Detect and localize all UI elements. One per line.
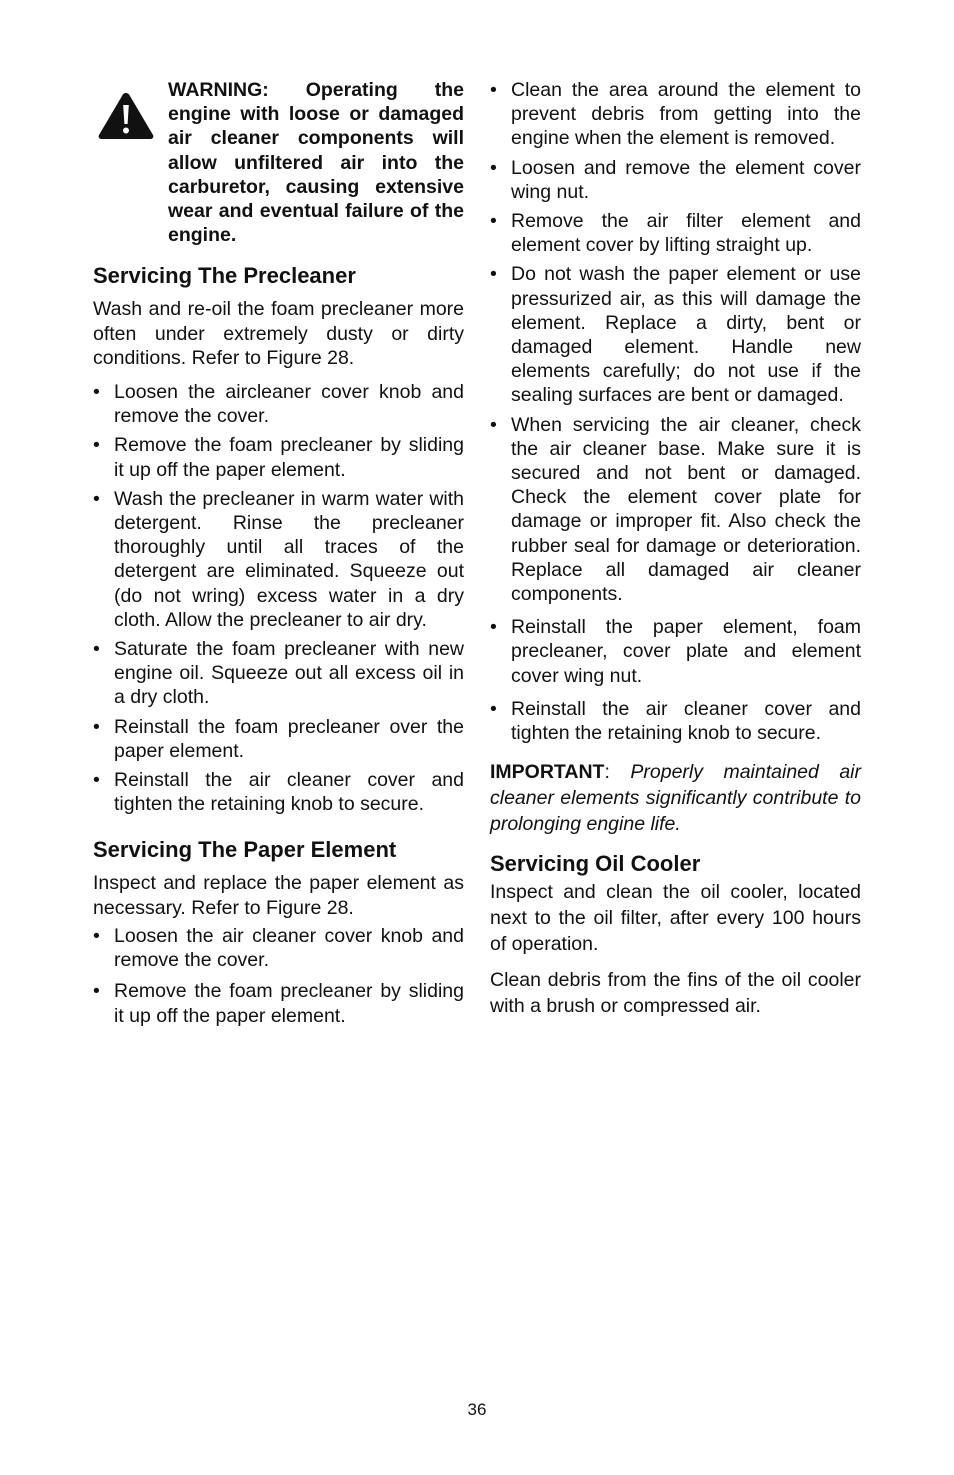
paper-element-steps-left	[93, 924, 464, 1028]
list-item: • Reinstall the foam precleaner over the paper element.	[93, 715, 464, 762]
precleaner-heading: Servicing The Precleaner	[93, 263, 356, 289]
important-note: IMPORTANT: Properly maintained air cleaner elements significantly contribute to prolonging engine life.	[490, 761, 862, 836]
bullet: •	[93, 638, 100, 661]
bullet: •	[490, 79, 497, 101]
warning-text: WARNING: Operating the engine with loose or damaged air cleaner components will allow unfiltered air into the carburetor, causing extensive wear and eventual failure of the engine.	[168, 79, 464, 247]
list-item: • Clean the area around the element to prevent debris from getting into the engine when the element is removed.	[490, 79, 861, 150]
bullet: •	[93, 434, 100, 457]
list-item: • Saturate the foam precleaner with new engine oil. Squeeze out all excess oil in a dry cloth.	[93, 638, 464, 709]
list-item: • Reinstall the air cleaner cover and tighten the retaining knob to secure.	[93, 769, 464, 816]
paper-element-steps-right	[490, 78, 861, 745]
bullet: •	[490, 156, 497, 179]
list-item: • Do not wash the paper element or use pressurized air, as this will damage the element. Replace a dirty, bent or damaged element. Handle new elements carefully; do not use if the sealing surfaces are bent or damaged.	[490, 263, 861, 407]
bullet: •	[93, 715, 100, 738]
warning-block	[93, 78, 464, 247]
important-label: IMPORTANT	[490, 761, 605, 784]
paper-element-intro: Inspect and replace the paper element as necessary. Refer to Figure 28.	[93, 872, 464, 919]
bullet: •	[490, 616, 497, 639]
list-item: • Remove the air filter element and element cover by lifting straight up.	[490, 210, 861, 257]
list-item: • Reinstall the paper element, foam precleaner, cover plate and element cover wing nut.	[490, 616, 861, 687]
right-column	[490, 78, 861, 1029]
bullet: •	[93, 924, 100, 947]
bullet: •	[93, 769, 100, 792]
precleaner-steps	[93, 380, 464, 816]
oil-cooler-paragraph: Inspect and clean the oil cooler, located next to the oil filter, after every 100 hours of operation.	[490, 881, 861, 956]
important-text: Properly maintained air cleaner elements significantly contribute to prolonging engine life.	[490, 761, 862, 836]
bullet: •	[490, 697, 497, 720]
bullet: •	[490, 413, 497, 436]
list-item: • Remove the foam precleaner by sliding it up off the paper element.	[93, 434, 464, 481]
left-column	[93, 78, 464, 1033]
list-item: • Reinstall the air cleaner cover and tighten the retaining knob to secure.	[490, 697, 861, 745]
bullet: •	[93, 381, 100, 404]
precleaner-intro: Wash and re-oil the foam precleaner more often under extremely dusty or dirty conditions. Refer to Figure 28.	[93, 298, 464, 369]
bullet: •	[490, 210, 497, 233]
bullet: •	[490, 263, 497, 286]
list-item: • Wash the precleaner in warm water with detergent. Rinse the precleaner thoroughly until all traces of the detergent are eliminated. Squeeze out (do not wring) excess water in a dry cloth. Allow the precleaner to air dry.	[93, 487, 464, 631]
oil-cooler-paragraph: Clean debris from the fins of the oil cooler with a brush or compressed air.	[490, 969, 861, 1018]
paper-element-heading: Servicing The Paper Element	[93, 837, 397, 863]
list-item: • Remove the foam precleaner by sliding it up off the paper element.	[93, 980, 464, 1027]
list-item: • Loosen the aircleaner cover knob and remove the cover.	[93, 381, 464, 428]
warning-triangle-icon	[97, 91, 155, 141]
oil-cooler-heading: Servicing Oil Cooler	[490, 851, 701, 877]
list-item: • Loosen the air cleaner cover knob and remove the cover.	[93, 924, 464, 972]
list-item: • When servicing the air cleaner, check the air cleaner base. Make sure it is secured and not bent or damaged. Check the element cover plate for damage or improper fit. Also check the rubber seal for damage or deterioration. Replace all damaged air cleaner components.	[490, 413, 861, 606]
page-number: 36	[467, 1400, 487, 1419]
list-item: • Loosen and remove the element cover wing nut.	[490, 156, 861, 203]
bullet: •	[93, 980, 100, 1003]
bullet: •	[93, 487, 100, 510]
